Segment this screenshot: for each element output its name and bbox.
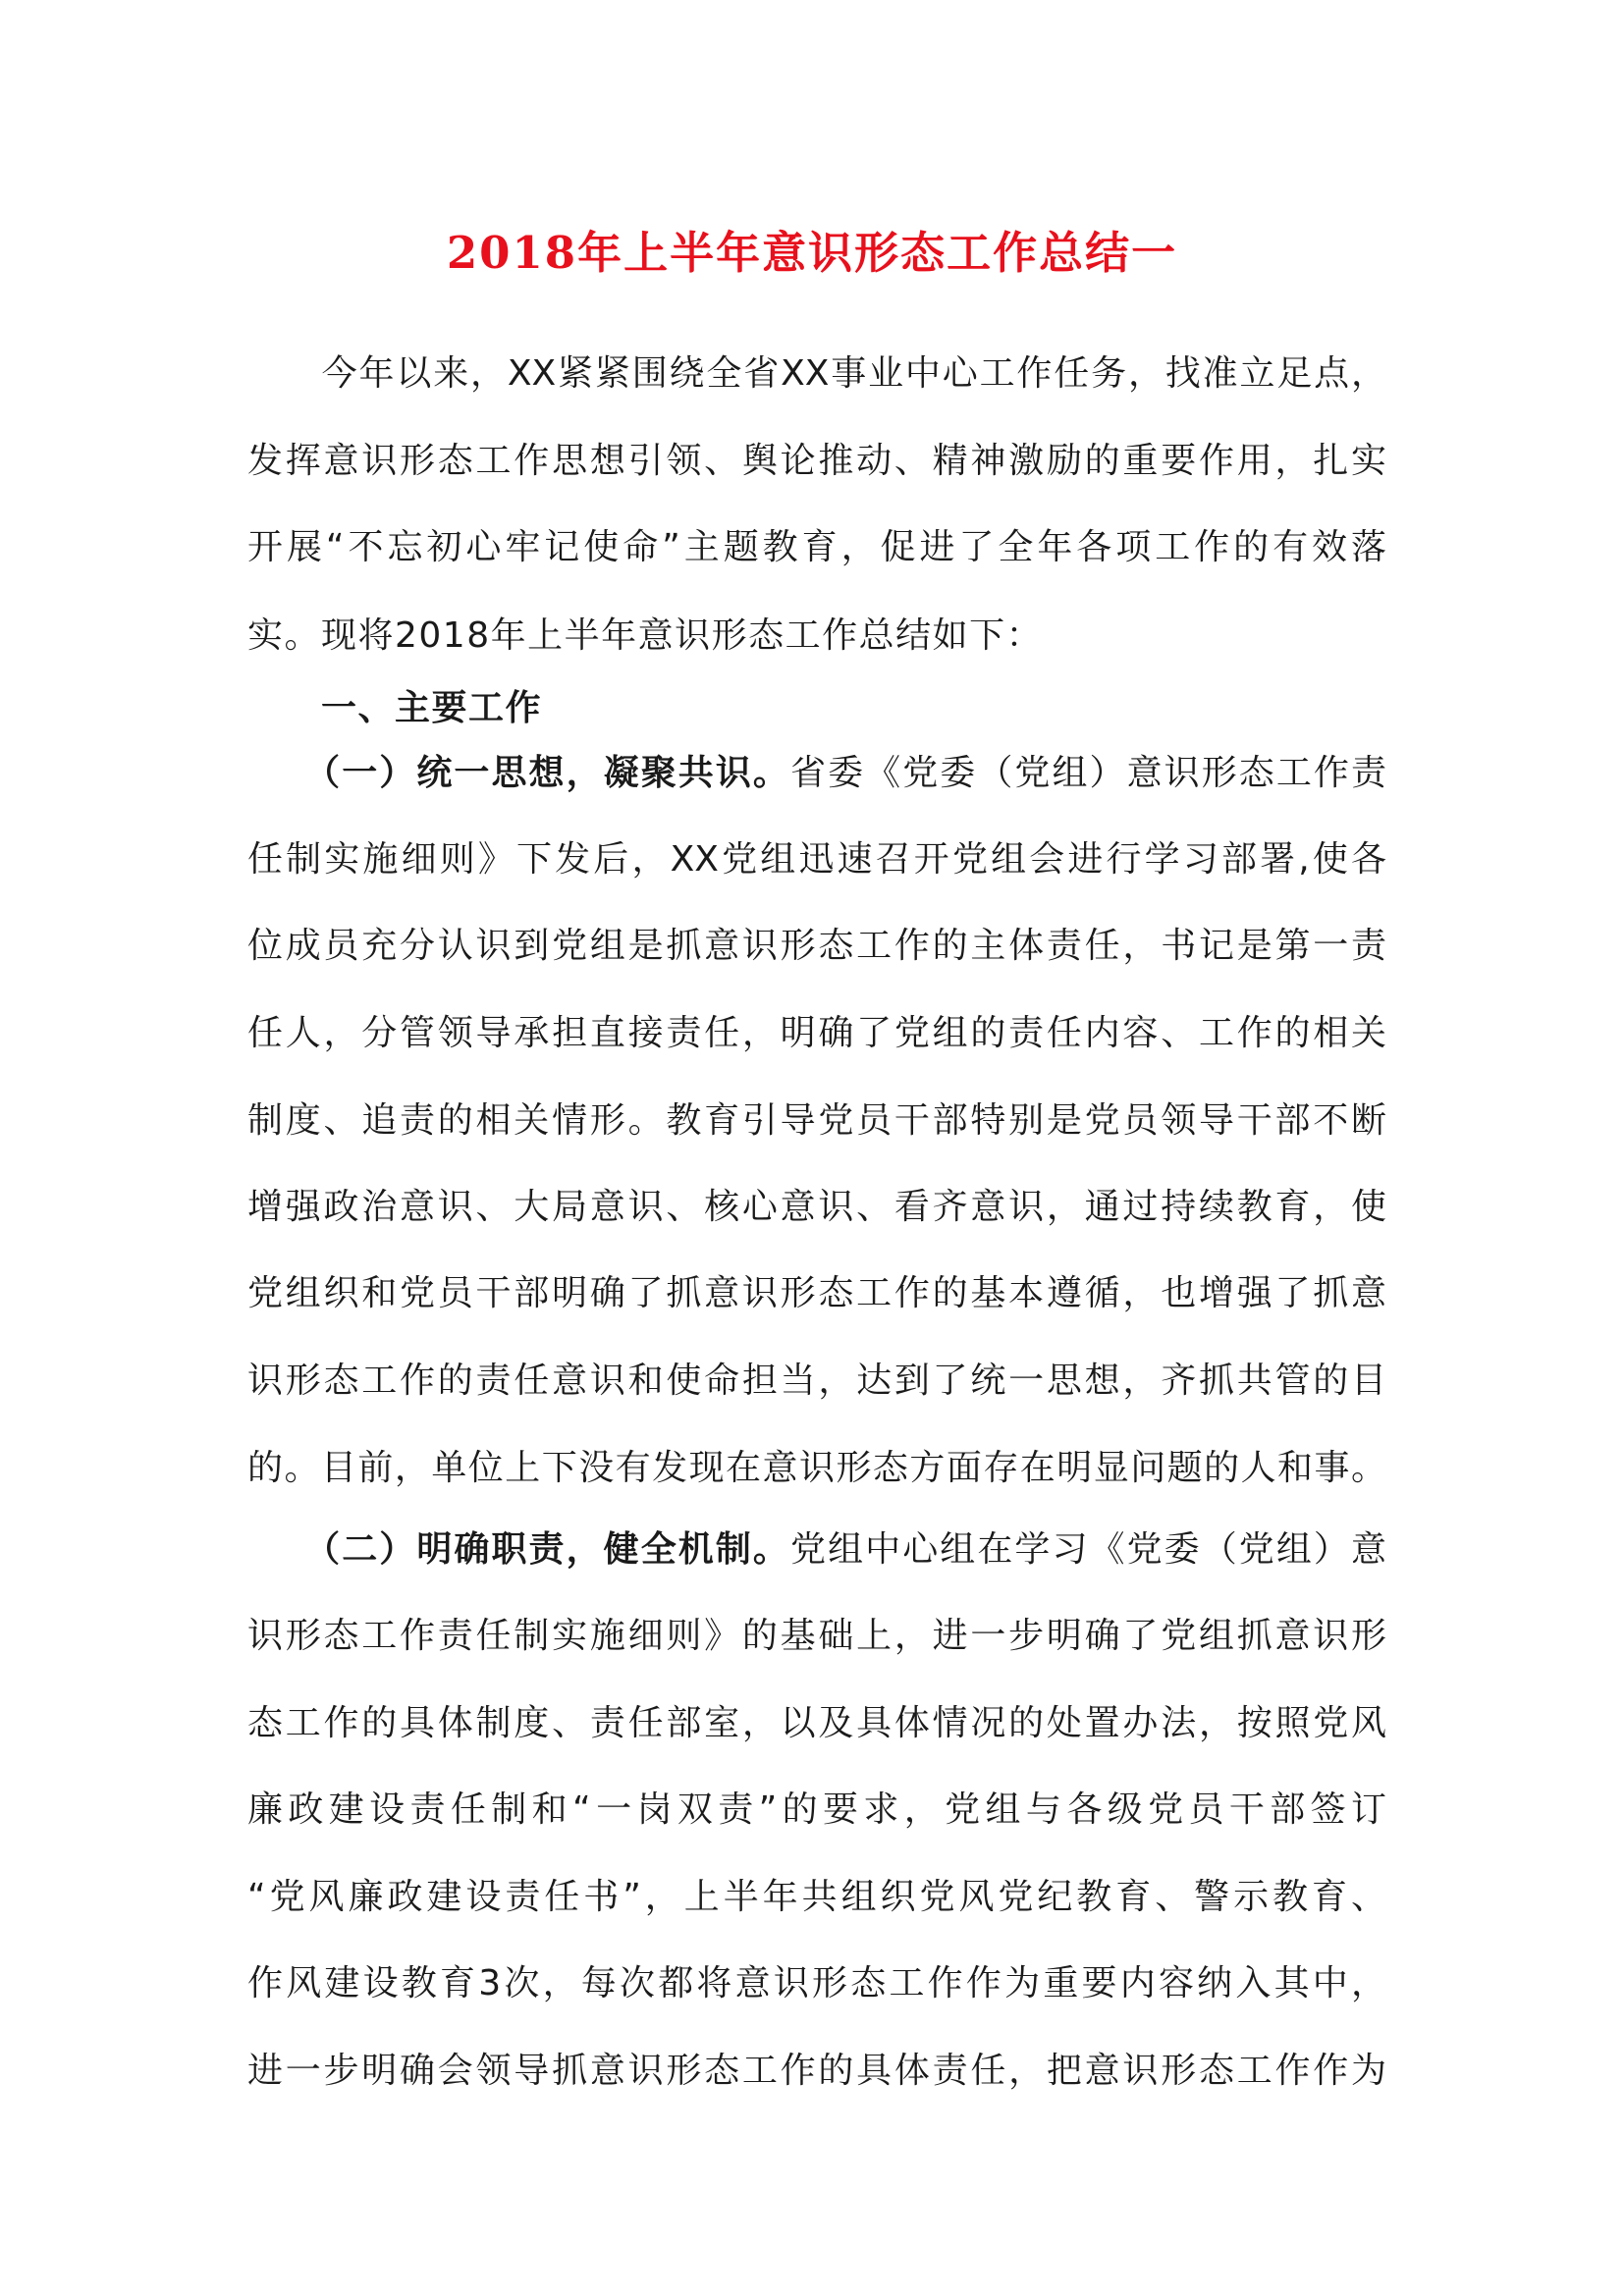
line-text: 进一步明确会领导抓意识形态工作的具体责任，把意识形态工作作为 [247,2051,1386,2091]
paragraph-line [247,1270,1386,1317]
line-text: 的。目前，单位上下没有发现在意识形态方面存在明显问题的人和事。 [247,1448,1386,1488]
line-text: 开展“不忘初心牢记使命”主题教育，促进了全年各项工作的有效落 [247,527,1386,567]
paragraph-line [247,1445,1386,1492]
paragraph-line [247,1874,1386,1921]
bold-lead: 一、主要工作 [247,688,543,728]
paragraph-line [247,1097,1386,1145]
line-text: 识形态工作责任制实施细则》的基础上，进一步明确了党组抓意识形 [247,1616,1386,1656]
paragraph-line [247,524,1386,571]
line-text: 位成员充分认识到党组是抓意识形态工作的主体责任，书记是第一责 [247,926,1386,966]
paragraph-line [247,438,1386,485]
line-text: 任人，分管领导承担直接责任，明确了党组的责任内容、工作的相关 [247,1013,1386,1053]
paragraph-line [247,613,1386,660]
line-text: 实。现将2018年上半年意识形态工作总结如下： [247,615,1044,656]
line-text: 党组织和党员干部明确了抓意识形态工作的基本遵循，也增强了抓意 [247,1273,1386,1313]
line-text: 今年以来，XX紧紧围绕全省XX事业中心工作任务，找准立足点， [247,353,1386,394]
paragraph-line [247,836,1386,883]
paragraph-line [247,1960,1386,2007]
paragraph-line [247,923,1386,970]
bold-lead: （二）明确职责，健全机制。 [247,1529,790,1570]
paragraph-line [247,1700,1386,1747]
paragraph-line [247,1184,1386,1231]
line-text: 作风建设教育3次，每次都将意识形态工作作为重要内容纳入其中， [247,1963,1386,2003]
bold-lead: （一）统一思想，凝聚共识。 [247,753,790,793]
line-text: 党组中心组在学习《党委（党组）意 [790,1529,1386,1570]
line-text: 任制实施细则》下发后，XX党组迅速召开党组会进行学习部署,使各 [247,839,1386,880]
line-text: 发挥意识形态工作思想引领、舆论推动、精神激励的重要作用，扎实 [247,441,1386,481]
paragraph-line [247,1010,1386,1057]
paragraph-line [247,350,1386,398]
paragraph-line [247,750,1386,797]
line-text: 廉政建设责任制和“一岗双责”的要求，党组与各级党员干部签订 [247,1789,1386,1830]
line-text: 制度、追责的相关情形。教育引导党员干部特别是党员领导干部不断 [247,1100,1386,1141]
line-text: “党风廉政建设责任书”，上半年共组织党风党纪教育、警示教育、 [247,1877,1386,1917]
document-title: 2018年上半年意识形态工作总结一 [446,227,1178,279]
line-text: 识形态工作的责任意识和使命担当，达到了统一思想，齐抓共管的目 [247,1361,1386,1401]
paragraph-line [247,1358,1386,1405]
paragraph-line [247,1526,1386,1574]
paragraph-line [247,2048,1386,2095]
line-text: 省委《党委（党组）意识形态工作责 [790,753,1386,793]
section-heading [247,685,1386,732]
paragraph-line [247,1787,1386,1834]
line-text: 增强政治意识、大局意识、核心意识、看齐意识，通过持续教育，使 [247,1187,1386,1227]
line-text: 态工作的具体制度、责任部室，以及具体情况的处置办法，按照党风 [247,1703,1386,1743]
paragraph-line [247,1613,1386,1660]
